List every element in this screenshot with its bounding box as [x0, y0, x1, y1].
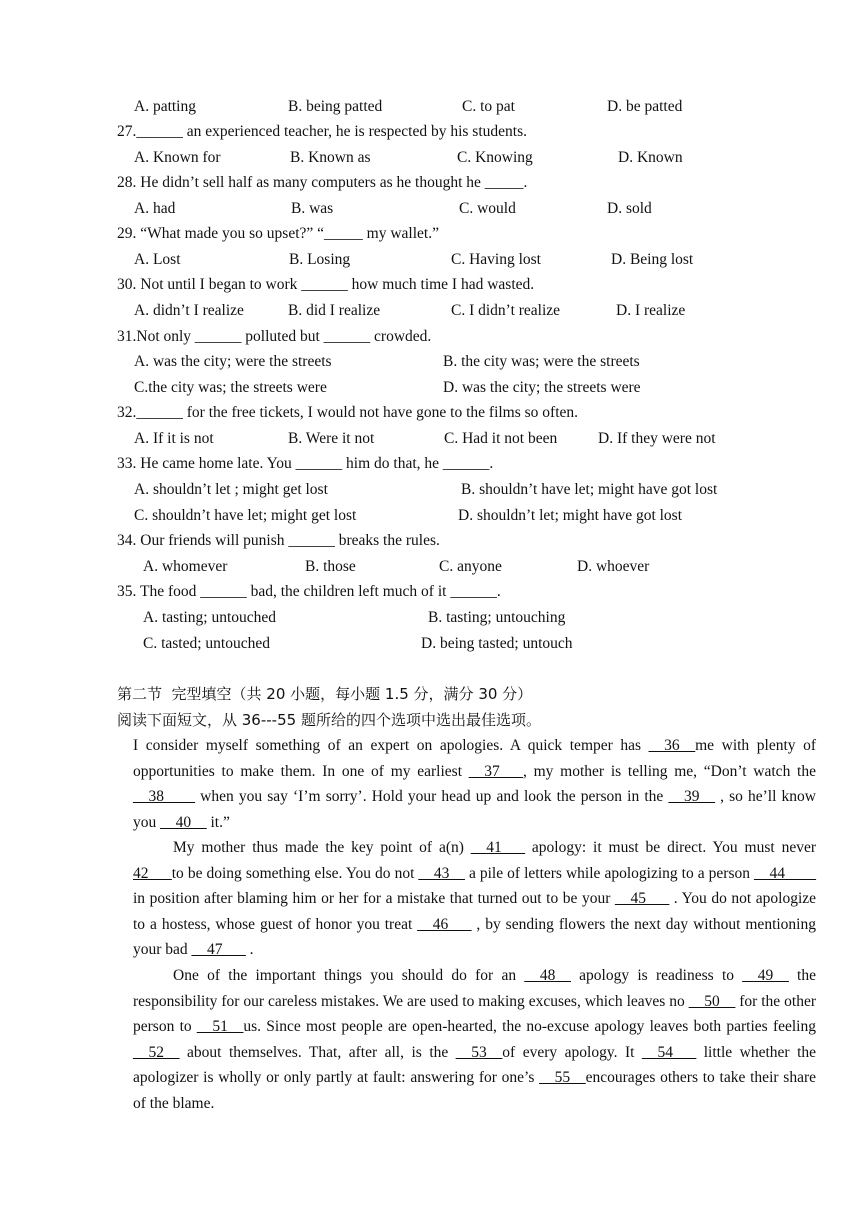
option-c: C. would — [459, 200, 516, 217]
option-d: D. If they were not — [598, 430, 716, 447]
passage-text: little whether the apologizer is wholly or only partly at fault: answering for one’s — [133, 1043, 816, 1087]
passage-text: One of the important things you should do for an — [173, 967, 525, 984]
answer-blank: __44____ — [754, 864, 817, 882]
passage-paragraph-3 — [133, 963, 816, 1117]
passage-text: for the other person to — [133, 992, 816, 1036]
passage-text: in position after blaming him or her for a mistake that turned out to be your — [133, 890, 615, 908]
option-b: B. was — [291, 200, 334, 217]
answer-blank: __45___ — [614, 890, 670, 908]
passage-paragraph-1 — [133, 733, 816, 835]
passage-text: apology: it must be direct. You must never — [525, 839, 816, 856]
passage-text: , my mother is telling me, “Don’t watch the — [523, 762, 816, 780]
answer-blank: __53__ — [455, 1043, 503, 1061]
question-stem: 29. “What made you so upset?” “_____ my wallet.” — [117, 225, 439, 242]
option-d: D. was the city; the streets were — [443, 379, 641, 396]
option-c: C.the city was; the streets were — [134, 379, 327, 396]
answer-blank: __38____ — [133, 788, 195, 806]
option-a: A. whomever — [143, 558, 228, 575]
passage-text: it.” — [206, 813, 230, 831]
answer-blank: __47___ — [191, 941, 246, 959]
answer-blank: __39__ — [668, 788, 715, 806]
passage-text: , by sending flowers the next day without mentioning your bad — [133, 915, 816, 959]
option-a: A. Known for — [134, 149, 221, 166]
answer-blank: __49__ — [742, 967, 789, 984]
passage-paragraph-2 — [133, 835, 816, 963]
answer-blank: __52__ — [133, 1043, 180, 1061]
section-title: 第二节 完型填空（共 20 小题，每小题 1.5 分，满分 30 分） — [117, 685, 533, 703]
answer-blank: __55__ — [539, 1069, 586, 1087]
answer-blank: 42___ — [133, 864, 172, 882]
question-stem: 35. The food ______ bad, the children left much of it ______. — [117, 583, 501, 600]
question-stem: 28. He didn’t sell half as many computers as he thought he _____. — [117, 174, 528, 191]
option-a: A. patting — [134, 98, 196, 115]
option-b: B. did I realize — [288, 302, 381, 319]
option-c: C. Knowing — [457, 149, 533, 166]
passage-text: I consider myself something of an expert on apologies. A quick temper has — [133, 737, 649, 754]
section-instruction: 阅读下面短文，从 36---55 题所给的四个选项中选出最佳选项。 — [117, 711, 541, 729]
question-stem: 27.______ an experienced teacher, he is respected by his students. — [117, 123, 527, 140]
option-c: C. shouldn’t have let; might get lost — [134, 507, 357, 524]
passage-text: , so he’ll know you — [133, 788, 816, 831]
answer-blank: __51__ — [196, 1018, 244, 1036]
option-d: D. be patted — [607, 98, 683, 115]
option-c: C. tasted; untouched — [143, 635, 270, 652]
answer-blank: __36__ — [648, 737, 696, 754]
option-d: D. whoever — [577, 558, 650, 575]
option-a: A. If it is not — [134, 430, 214, 447]
option-d: D. shouldn’t let; might have got lost — [458, 507, 683, 524]
option-b: B. being patted — [288, 98, 383, 115]
question-stem: 33. He came home late. You ______ him do that, he ______. — [117, 455, 494, 472]
option-d: D. Being lost — [611, 251, 694, 268]
option-c: C. I didn’t realize — [451, 302, 561, 319]
question-stem: 34. Our friends will punish ______ breaks the rules. — [117, 532, 440, 549]
option-b: B. Known as — [290, 149, 371, 166]
option-a: A. shouldn’t let ; might get lost — [134, 481, 328, 498]
option-a: A. had — [134, 200, 176, 217]
passage-text: a pile of letters while apologizing to a person — [464, 864, 755, 882]
passage-text: My mother thus made the key point of a(n) — [173, 839, 471, 856]
option-a: A. Lost — [134, 251, 181, 268]
answer-blank: __43__ — [418, 864, 465, 882]
option-b: B. tasting; untouching — [428, 609, 566, 626]
option-d: D. being tasted; untouch — [421, 635, 573, 652]
option-d: D. I realize — [616, 302, 686, 319]
passage-text: the responsibility for our careless mistakes. We are used to making excuses, which leaves no — [133, 967, 816, 1010]
passage-text: encourages others to take their share of the blame. — [133, 1069, 816, 1112]
option-a: A. was the city; were the streets — [134, 353, 332, 370]
question-stem: 31.Not only ______ polluted but ______ crowded. — [117, 328, 432, 345]
option-c: C. anyone — [439, 558, 502, 575]
question-stem: 32.______ for the free tickets, I would not have gone to the films so often. — [117, 404, 579, 421]
option-c: C. Had it not been — [444, 430, 558, 447]
option-c: C. Having lost — [451, 251, 541, 268]
answer-blank: __40__ — [160, 813, 207, 831]
option-b: B. Were it not — [288, 430, 375, 447]
answer-blank: __46___ — [417, 915, 472, 933]
passage-text: apology is readiness to — [570, 967, 743, 984]
passage-text: . — [245, 941, 254, 959]
passage-text: to be doing something else. You do not — [171, 864, 419, 882]
option-d: D. sold — [607, 200, 652, 217]
answer-blank: __37___ — [468, 762, 523, 780]
option-a: A. tasting; untouched — [143, 609, 277, 626]
option-b: B. those — [305, 558, 356, 575]
question-stem: 30. Not until I began to work ______ how much time I had wasted. — [117, 276, 535, 293]
answer-blank: __41___ — [470, 839, 526, 856]
option-b: B. Losing — [289, 251, 351, 268]
option-c: C. to pat — [462, 98, 515, 115]
answer-blank: __48__ — [524, 967, 571, 984]
answer-blank: __54___ — [641, 1043, 697, 1061]
option-d: D. Known — [618, 149, 683, 166]
passage-text: me with plenty of opportunities to make them. In one of my earliest — [133, 737, 816, 780]
option-a: A. didn’t I realize — [134, 302, 244, 319]
option-b: B. the city was; were the streets — [443, 353, 640, 370]
option-b: B. shouldn’t have let; might have got lost — [461, 481, 718, 498]
passage-text: us. Since most people are open-hearted, the no-excuse apology leaves both parties feeling — [243, 1018, 816, 1036]
passage-text: about themselves. That, after all, is the — [179, 1043, 456, 1061]
passage-text: when you say ‘I’m sorry’. Hold your head up and look the person in the — [195, 788, 669, 806]
passage-text: of every apology. It — [502, 1043, 642, 1061]
answer-blank: __50__ — [688, 992, 736, 1010]
passage-text: . You do not apologize to a hostess, whose guest of honor you treat — [133, 890, 817, 933]
